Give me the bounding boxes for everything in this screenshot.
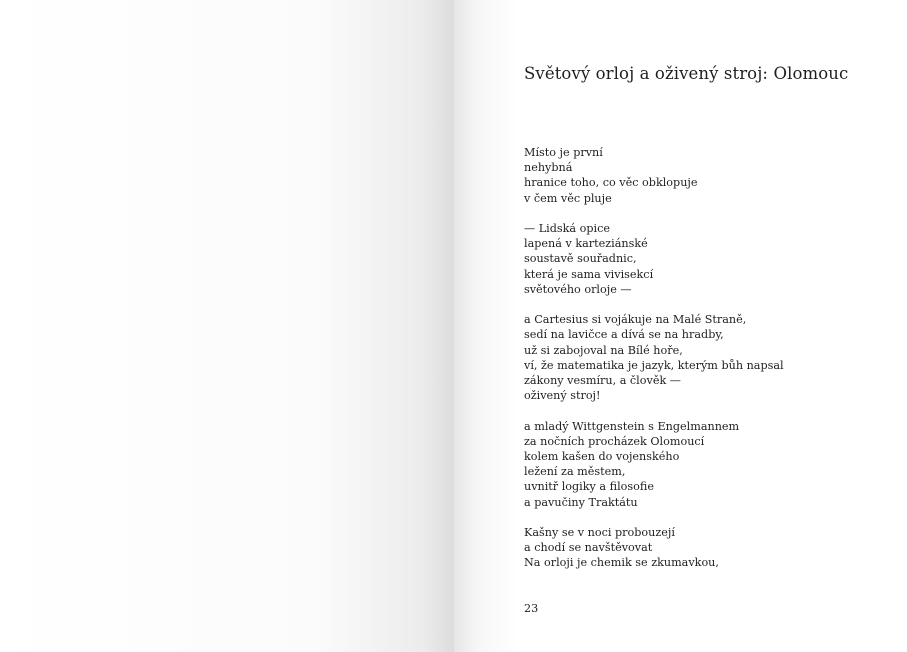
poem-title: Světový orloj a oživený stroj: Olomouc <box>524 64 849 83</box>
poem-body <box>524 145 784 571</box>
poem-line: — Lidská opice <box>524 222 611 235</box>
poem-line: Na orloji je chemik se zkumavkou, <box>524 556 719 570</box>
poem-line: už si zabojoval na Bílé hoře, <box>524 343 683 357</box>
poem-line: Kašny se v noci probouzejí <box>524 526 675 540</box>
poem-line: a pavučiny Traktátu <box>524 495 638 509</box>
stanza-3 <box>524 312 784 403</box>
poem-line: a chodí se navštěvovat <box>524 541 653 555</box>
poem-line: za nočních procházek Olomoucí <box>524 434 705 448</box>
stanza-1 <box>524 145 784 206</box>
poem-line: a Cartesius si vojákuje na Malé Straně, <box>524 313 747 327</box>
stanza-2 <box>524 221 784 297</box>
poem-line: hranice toho, co věc obklopuje <box>524 176 698 190</box>
stanza-4 <box>524 419 784 510</box>
poem-line: nehybná <box>524 161 573 175</box>
right-page <box>454 0 907 652</box>
poem-line: lapená v karteziánské <box>524 237 648 251</box>
poem-line: ležení za městem, <box>524 465 626 479</box>
poem-line: a mladý Wittgenstein s Engelmannem <box>524 419 740 433</box>
poem-line: v čem věc pluje <box>524 191 612 205</box>
poem-line: která je sama vivisekcí <box>524 267 654 281</box>
poem-line: Místo je první <box>524 146 603 159</box>
poem-line: sedí na lavičce a dívá se na hradby, <box>524 328 724 342</box>
poem-line: uvnitř logiky a filosofie <box>524 480 654 494</box>
poem-line: světového orloje — <box>524 282 632 296</box>
poem-line: oživený stroj! <box>524 389 601 403</box>
page-number: 23 <box>524 602 539 615</box>
poem-line: kolem kašen do vojenského <box>524 450 680 464</box>
poem-line: soustavě souřadnic, <box>524 252 637 266</box>
poem-line: zákony vesmíru, a člověk — <box>524 374 681 388</box>
poem-line: ví, že matematika je jazyk, kterým bůh napsal <box>524 358 784 372</box>
stanza-5 <box>524 525 784 571</box>
